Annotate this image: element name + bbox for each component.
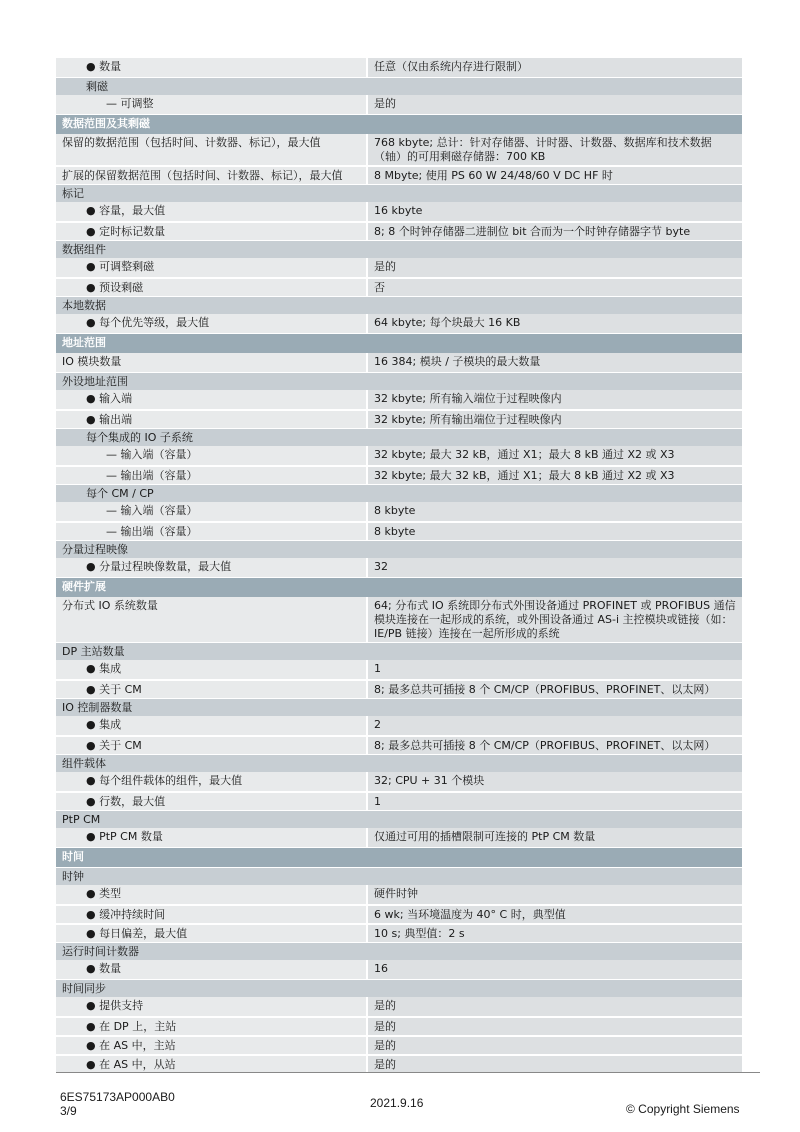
spec-row [56,772,742,791]
group-header [56,642,742,660]
spec-value: 16 kbyte [366,202,742,221]
order-number: 6ES75173AP000AB0 [60,1090,175,1104]
spec-value: 8 kbyte [366,502,742,521]
spec-value: 1 [366,793,742,810]
spec-value: 32 [366,558,742,577]
spec-row [56,258,742,277]
spec-label: IO 模块数量 [62,355,122,368]
spec-row [56,202,742,221]
spec-row [56,885,742,904]
spec-label: ● 行数，最大值 [86,795,166,808]
spec-value: 8 Mbyte; 使用 PS 60 W 24/48/60 V DC HF 时 [366,167,742,184]
spec-label: 扩展的保留数据范围（包括时间、计数器、标记），最大值 [62,169,343,182]
spec-row [56,716,742,735]
spec-value: 32 kbyte; 最大 32 kB，通过 X1；最大 8 kB 通过 X2 或 X3 [366,467,742,484]
group-title: 本地数据 [62,299,106,312]
spec-value: 6 wk; 当环境温度为 40° C 时，典型值 [366,906,742,923]
group-title: 剩磁 [86,80,108,93]
spec-row [56,277,742,296]
spec-value: 32 kbyte; 最大 32 kB，通过 X1；最大 8 kB 通过 X2 或 X3 [366,446,742,465]
spec-row [56,314,742,333]
spec-label: ● 数量 [86,60,122,73]
group-header [56,77,742,95]
spec-label: ● 输出端 [86,413,133,426]
spec-row [56,165,742,184]
group-header [56,428,742,446]
page-number: 3/9 [60,1104,77,1118]
spec-value: 16 384; 模块 / 子模块的最大数量 [366,353,742,372]
group-header [56,484,742,502]
group-title: 时钟 [62,870,84,883]
spec-row [56,960,742,979]
spec-row [56,660,742,679]
spec-row [56,502,742,521]
spec-label: ● 数量 [86,962,122,975]
spec-row [56,1016,742,1035]
spec-label: ● 关于 CM [86,739,142,752]
spec-table [56,58,742,1073]
spec-label: 保留的数据范围（包括时间、计数器、标记），最大值 [62,136,321,149]
spec-value: 10 s; 典型值：2 s [366,925,742,942]
spec-value: 2 [366,716,742,735]
group-title: 时间同步 [62,982,106,995]
spec-label: ● 集成 [86,718,122,731]
spec-label: ● 每个组件载体的组件，最大值 [86,774,243,787]
group-title: 每个集成的 IO 子系统 [86,431,193,444]
group-header [56,698,742,716]
spec-label: ● 分量过程映像数量，最大值 [86,560,232,573]
spec-label: ● 关于 CM [86,683,142,696]
spec-label: ● 输入端 [86,392,133,405]
group-header [56,184,742,202]
group-header [56,754,742,772]
spec-value: 是的 [366,1037,742,1054]
group-title: 分量过程映像 [62,543,128,556]
spec-label: — 输入端（容量） [106,448,198,461]
spec-row [56,791,742,810]
spec-row [56,904,742,923]
spec-value: 任意（仅由系统内存进行限制） [366,58,742,77]
spec-label: ● 类型 [86,887,122,900]
spec-value: 32; CPU + 31 个模块 [366,772,742,791]
group-header [56,372,742,390]
group-title: 外设地址范围 [62,375,128,388]
spec-row [56,997,742,1016]
spec-row [56,353,742,372]
spec-row [56,597,742,642]
spec-value: 仅通过可用的插槽限制可连接的 PtP CM 数量 [366,828,742,847]
spec-value: 否 [366,279,742,296]
spec-label: ● 每个优先等级，最大值 [86,316,210,329]
spec-value: 是的 [366,1018,742,1035]
spec-value: 8; 8 个时钟存储器二进制位 bit 合而为一个时钟存储器字节 byte [366,223,742,240]
spec-label: ● 在 AS 中，从站 [86,1058,176,1071]
spec-label: ● 在 DP 上，主站 [86,1020,177,1033]
footer-divider [56,1072,760,1073]
spec-label: — 输入端（容量） [106,504,198,517]
spec-value: 8; 最多总共可插接 8 个 CM/CP（PROFIBUS、PROFINET、以太网） [366,737,742,754]
spec-row [56,679,742,698]
group-title: PtP CM [62,813,101,826]
spec-row [56,558,742,577]
spec-label: ● 可调整剩磁 [86,260,155,273]
spec-value: 32 kbyte; 所有输出端位于过程映像内 [366,411,742,428]
spec-value: 是的 [366,997,742,1016]
section-title: 地址范围 [62,336,106,349]
spec-row [56,58,742,77]
spec-label: ● 容量，最大值 [86,204,166,217]
spec-label: 分布式 IO 系统数量 [62,599,158,612]
section-header [56,114,742,134]
spec-row [56,521,742,540]
spec-row [56,221,742,240]
spec-label: ● 集成 [86,662,122,675]
spec-value: 是的 [366,1056,742,1073]
spec-label: ● 提供支持 [86,999,144,1012]
spec-row [56,735,742,754]
group-title: DP 主站数量 [62,645,125,658]
section-title: 数据范围及其剩磁 [62,117,150,130]
document-date: 2021.9.16 [370,1096,424,1110]
spec-label: ● 定时标记数量 [86,225,166,238]
group-header [56,810,742,828]
spec-label: ● 每日偏差，最大值 [86,927,188,940]
spec-value: 32 kbyte; 所有输入端位于过程映像内 [366,390,742,409]
spec-row [56,390,742,409]
spec-row [56,446,742,465]
section-title: 硬件扩展 [62,580,106,593]
section-header [56,847,742,867]
spec-label: ● 在 AS 中，主站 [86,1039,176,1052]
group-header [56,296,742,314]
spec-row [56,95,742,114]
copyright-notice: © Copyright Siemens [626,1102,740,1116]
group-header [56,979,742,997]
spec-row [56,1035,742,1054]
section-header [56,333,742,353]
spec-label: ● PtP CM 数量 [86,830,163,843]
spec-label: — 可调整 [106,97,154,110]
group-title: 每个 CM / CP [86,487,154,500]
group-title: 数据组件 [62,243,106,256]
spec-label: — 输出端（容量） [106,469,198,482]
group-header [56,942,742,960]
spec-row [56,465,742,484]
group-header [56,867,742,885]
group-title: 组件载体 [62,757,106,770]
spec-row [56,828,742,847]
spec-value: 64; 分布式 IO 系统即分布式外围设备通过 PROFINET 或 PROFIBUS 通信模块连接在一起形成的系统，或外围设备通过 AS-i 主控模块或链接（如：IE/PB 链接）连接在一起所形成的系统 [366,597,742,642]
spec-value: 是的 [366,258,742,277]
spec-row [56,923,742,942]
spec-label: ● 预设剩磁 [86,281,144,294]
spec-value: 1 [366,660,742,679]
spec-row [56,134,742,165]
spec-row [56,409,742,428]
spec-value: 8; 最多总共可插接 8 个 CM/CP（PROFIBUS、PROFINET、以太网） [366,681,742,698]
group-header [56,240,742,258]
spec-label: — 输出端（容量） [106,525,198,538]
spec-label: ● 缓冲持续时间 [86,908,166,921]
section-header [56,577,742,597]
spec-value: 768 kbyte; 总计：针对存储器、计时器、计数器、数据库和技术数据（轴）的可用剩磁存储器：700 KB [366,134,742,165]
group-title: IO 控制器数量 [62,701,133,714]
group-header [56,540,742,558]
spec-row [56,1054,742,1073]
spec-value: 64 kbyte; 每个块最大 16 KB [366,314,742,333]
section-title: 时间 [62,850,84,863]
group-title: 标记 [62,187,84,200]
spec-value: 16 [366,960,742,979]
spec-value: 是的 [366,95,742,114]
group-title: 运行时间计数器 [62,945,139,958]
spec-value: 8 kbyte [366,523,742,540]
spec-value: 硬件时钟 [366,885,742,904]
